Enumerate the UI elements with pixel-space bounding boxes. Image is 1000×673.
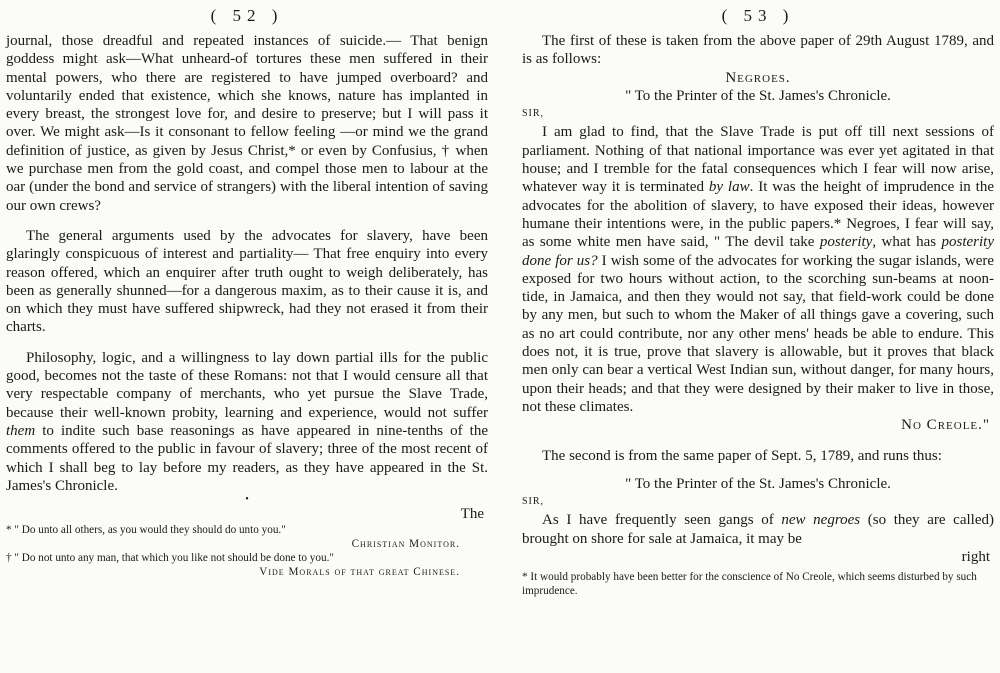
footnote-1-source: Christian Monitor. <box>351 538 460 551</box>
left-paragraph-3: Philosophy, logic, and a willingness to lay down partial ills for the public good, becomes not the taste of these Romans: not that I would censure all that very respectable company of merchants, who yet pursue the Slave Trade, because their well-known probity, learning and experience, would not suffer them to indite such base reasonings as have appeared in nine-tenths of the comments offered to the public in favour of slavery; three of the most recent of which I shall beg to lay before my readers, as they have appeared in the St. James's Chronicle. <box>6 349 488 494</box>
page-number-right: ( 53 ) <box>721 6 795 25</box>
right-intro: The first of these is taken from the above paper of 29th August 1789, and is as follows: <box>522 33 994 68</box>
letter-heading: Negroes. <box>725 69 791 86</box>
right-body <box>522 32 994 548</box>
right-second-intro: The second is from the same paper of Sept. 5, 1789, and runs thus: <box>542 447 942 464</box>
footnote-2: † " Do not unto any man, that which you like not should be done to you." <box>6 552 334 565</box>
letter2-salutation: SIR, <box>522 496 545 508</box>
catchword-right: right <box>961 549 990 566</box>
letter2-body: As I have frequently seen gangs of new negroes (so they are called) brought on shore for sale at Jamaica, it may be <box>522 512 994 547</box>
left-paragraph-2: The general arguments used by the advocates for slavery, have been glaringly conspicuous of interest and partiality— That free enquiry into every reason offered, which an enquirer after truth ought to weigh deliberately, has been as generally shunned—for a dangerous maxim, as to their cause it is, and on which they must have suffered shipwreck, had they not erased it from their charts. <box>6 227 488 336</box>
right-footnote: * It would probably have been better for the conscience of No Creole, which seems disturbed by such imprudence. <box>522 571 977 598</box>
catchword-left: The <box>460 506 484 523</box>
letter-address: " To the Printer of the St. James's Chronicle. <box>625 87 891 104</box>
letter-salutation: SIR, <box>522 108 545 120</box>
left-body <box>6 32 488 495</box>
left-footnotes <box>6 523 488 579</box>
letter2-address: " To the Printer of the St. James's Chronicle. <box>625 475 891 492</box>
footnote-2-source: Vide Morals of that great Chinese. <box>259 566 460 579</box>
printer-mark: • <box>245 494 249 506</box>
emphasis-them: them <box>6 422 36 439</box>
right-page <box>508 0 1000 673</box>
letter-body: I am glad to find, that the Slave Trade is put off till next sessions of parliament. Nothing of that national importance was ever yet agitated in that house; and I tremble for the fatal consequences which I fear will now arise, whatever way it is terminated by law. It was the height of imprudence in the advocates for the abolition of slavery, to have exposed their ideas, however humane their intentions were, in the public papers.* Negroes, I fear will say, as some white men have said, " The devil take posterity, what has posterity done for us? I wish some of the advocates for working the sugar islands, were exposed for two hours without action, to the scorching sun-beams at noon-tide, in Jamaica, and then they would not say, that field-work could be done by any men, but such to whom the Maker of all things gave a covering, such as no art could contribute, nor any other mens' heads be able to endure. This does not, it is true, prove that slavery is allowable, but it proves that black men only can bear a vertical West Indian sun, without danger, for many hours, upon their heads; and that they were designed by their maker to live in those, not these climates. <box>522 124 995 415</box>
left-paragraph-1: journal, those dreadful and repeated instances of suicide.— That benign goddess might ask—What unheard-of tortures these men suffered in their mental powers, who there are registered to have jumped overboard? and voluntarily ended that existence, which she knows, nature has implanted in every breast, the strongest love for, and desire to preserve; but I will pass it over. We might ask—Is it consonant to fellow feeling —or mind we the grand definition of justice, as given by Jesus Christ,* or even by Confusius, † when we purchase men from the gold coast, and compel those men to labour at the oar (under the bond and service of strangers) with the liberal intention of saving our own crews? <box>6 33 488 214</box>
footnote-1: * " Do unto all others, as you would they should do unto you." <box>6 524 286 537</box>
letter-signature: No Creole." <box>901 417 990 434</box>
page-number-left: ( 52 ) <box>210 6 284 25</box>
